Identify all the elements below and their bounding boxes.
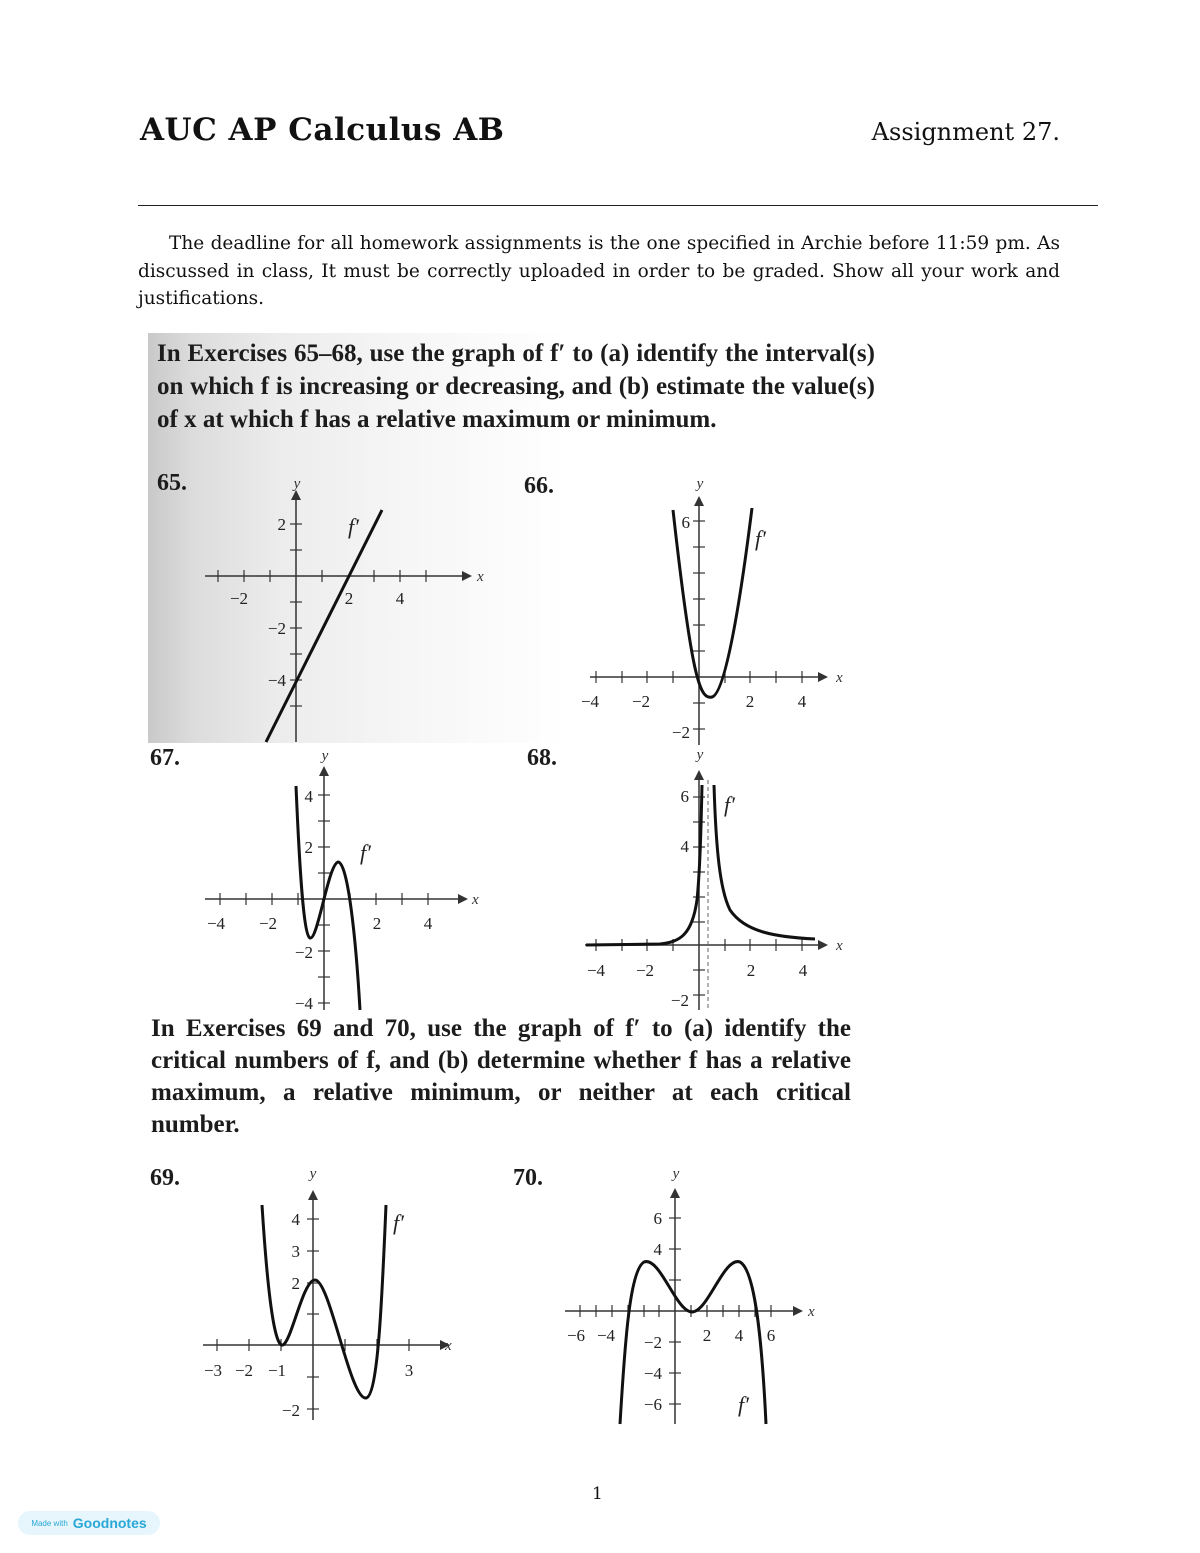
graph-68 — [570, 745, 860, 1015]
y-axis-arrow — [308, 1190, 318, 1200]
x-tick-label: −4 — [580, 692, 600, 711]
x-axis-label-70: x — [808, 1304, 815, 1320]
y-tick-label: 2 — [277, 515, 286, 534]
y-axis-arrow — [319, 766, 329, 776]
x-axis-arrow — [793, 1306, 803, 1316]
graph-65 — [195, 470, 485, 750]
x-axis-label-66: x — [836, 670, 843, 686]
curve-label-68: f′ — [724, 792, 735, 817]
curve-label-66: f′ — [755, 526, 766, 551]
x-axis-label-69: x — [445, 1338, 452, 1354]
y-axis-label-67: y — [321, 748, 329, 764]
curve-label-65: f′ — [348, 514, 359, 539]
instructions-65-68: In Exercises 65–68, use the graph of f′ to (a) identify the interval(s) on which f is increasing or decreasing, and (b) estimate the value(s) of x at which f has a relative maximum or minimum. — [157, 340, 875, 433]
y-tick-label: 6 — [680, 787, 689, 806]
y-tick-label: −6 — [643, 1395, 662, 1414]
exercise-number-67: 67. — [150, 745, 180, 771]
badge-made-with: Made with — [31, 1518, 68, 1528]
y-tick-label: 6 — [653, 1209, 662, 1228]
x-axis-label-65: x — [477, 569, 484, 585]
y-axis-label-68: y — [696, 747, 704, 763]
x-axis-arrow — [462, 571, 472, 581]
y-tick-label: 2 — [291, 1274, 300, 1293]
f-prime-curve-68-left — [586, 785, 702, 945]
x-axis-arrow — [818, 940, 828, 950]
exercise-number-65: 65. — [157, 470, 187, 496]
exercise-number-70: 70. — [513, 1165, 543, 1191]
x-tick-label: −1 — [267, 1361, 287, 1380]
curve-label-70: f′ — [738, 1392, 749, 1417]
y-tick-label: −2 — [267, 619, 286, 638]
y-tick-label: 3 — [291, 1242, 300, 1261]
y-tick-label: −2 — [671, 723, 690, 742]
x-tick-label: 6 — [766, 1326, 776, 1345]
x-tick-label: 4 — [395, 589, 405, 608]
x-tick-label: 3 — [404, 1361, 414, 1380]
exercise-number-69: 69. — [150, 1165, 180, 1191]
x-tick-label: 4 — [734, 1326, 744, 1345]
y-tick-label: −2 — [643, 1333, 662, 1352]
x-tick-label: −2 — [631, 692, 651, 711]
y-tick-label: 2 — [304, 838, 313, 857]
badge-brand: Goodnotes — [72, 1515, 147, 1531]
y-tick-label: 4 — [304, 787, 313, 806]
graph-66 — [570, 470, 860, 750]
x-tick-label: −3 — [203, 1361, 223, 1380]
x-axis-label-68: x — [836, 938, 843, 954]
y-axis-label-69: y — [309, 1166, 317, 1182]
y-axis-label-70: y — [672, 1166, 680, 1182]
y-tick-label: −4 — [643, 1364, 662, 1383]
exercise-number-68: 68. — [527, 745, 557, 771]
assignment-number: Assignment 27. — [871, 118, 1060, 146]
y-tick-label: −2 — [281, 1401, 300, 1420]
y-tick-label: 4 — [291, 1210, 300, 1229]
x-tick-label: −2 — [635, 961, 655, 980]
y-axis-arrow — [670, 1188, 680, 1198]
x-tick-label: −6 — [566, 1326, 586, 1345]
x-tick-label: −4 — [206, 914, 226, 933]
y-axis-arrow — [694, 496, 704, 506]
y-tick-label: −2 — [670, 991, 689, 1010]
y-axis-label-66: y — [696, 476, 704, 492]
curve-label-67: f′ — [360, 840, 371, 865]
y-tick-label: −4 — [294, 994, 313, 1013]
y-tick-label: 4 — [680, 837, 689, 856]
y-tick-label: −4 — [267, 671, 286, 690]
x-tick-label: 2 — [344, 589, 354, 608]
intro-paragraph: The deadline for all homework assignments is the one specified in Archie before 11:59 pm. As discussed in class, It must be correctly uploaded in order to be graded. Show all your work and justifications. — [138, 233, 1060, 309]
curve-label-69: f′ — [393, 1210, 404, 1235]
graph-69 — [195, 1160, 485, 1430]
y-tick-label: −2 — [294, 943, 313, 962]
document-title: AUC AP Calculus AB — [140, 112, 505, 148]
x-tick-label: −4 — [586, 961, 606, 980]
x-tick-label: −4 — [596, 1326, 616, 1345]
x-tick-label: 2 — [745, 692, 755, 711]
goodnotes-badge — [18, 1511, 160, 1535]
graph-70 — [560, 1160, 830, 1430]
x-tick-label: 2 — [372, 914, 382, 933]
y-tick-label: 6 — [681, 513, 690, 532]
x-axis-label-67: x — [472, 892, 479, 908]
x-axis-arrow — [818, 672, 828, 682]
y-axis-label-65: y — [293, 476, 301, 492]
x-tick-label: 2 — [746, 961, 756, 980]
page-number: 1 — [592, 1484, 603, 1504]
x-axis-arrow — [458, 894, 468, 904]
x-tick-label: 4 — [798, 961, 808, 980]
graph-67 — [195, 745, 485, 1015]
x-tick-label: 4 — [423, 914, 433, 933]
x-tick-label: −2 — [258, 914, 278, 933]
f-prime-curve-66 — [673, 508, 752, 697]
y-tick-label: 4 — [653, 1240, 662, 1259]
y-axis-arrow — [694, 770, 704, 780]
exercise-number-66: 66. — [524, 473, 554, 499]
header-divider — [138, 205, 1098, 206]
x-tick-label: 2 — [702, 1326, 712, 1345]
instructions-69-70: In Exercises 69 and 70, use the graph of f′ to (a) identify the critical numbers of f, and (b) determine whether f has a relative maximum, a relative minimum, or neither at each critical number. — [151, 1015, 851, 1138]
x-tick-label: −2 — [234, 1361, 254, 1380]
x-tick-label: 4 — [797, 692, 807, 711]
x-tick-label: −2 — [229, 589, 249, 608]
